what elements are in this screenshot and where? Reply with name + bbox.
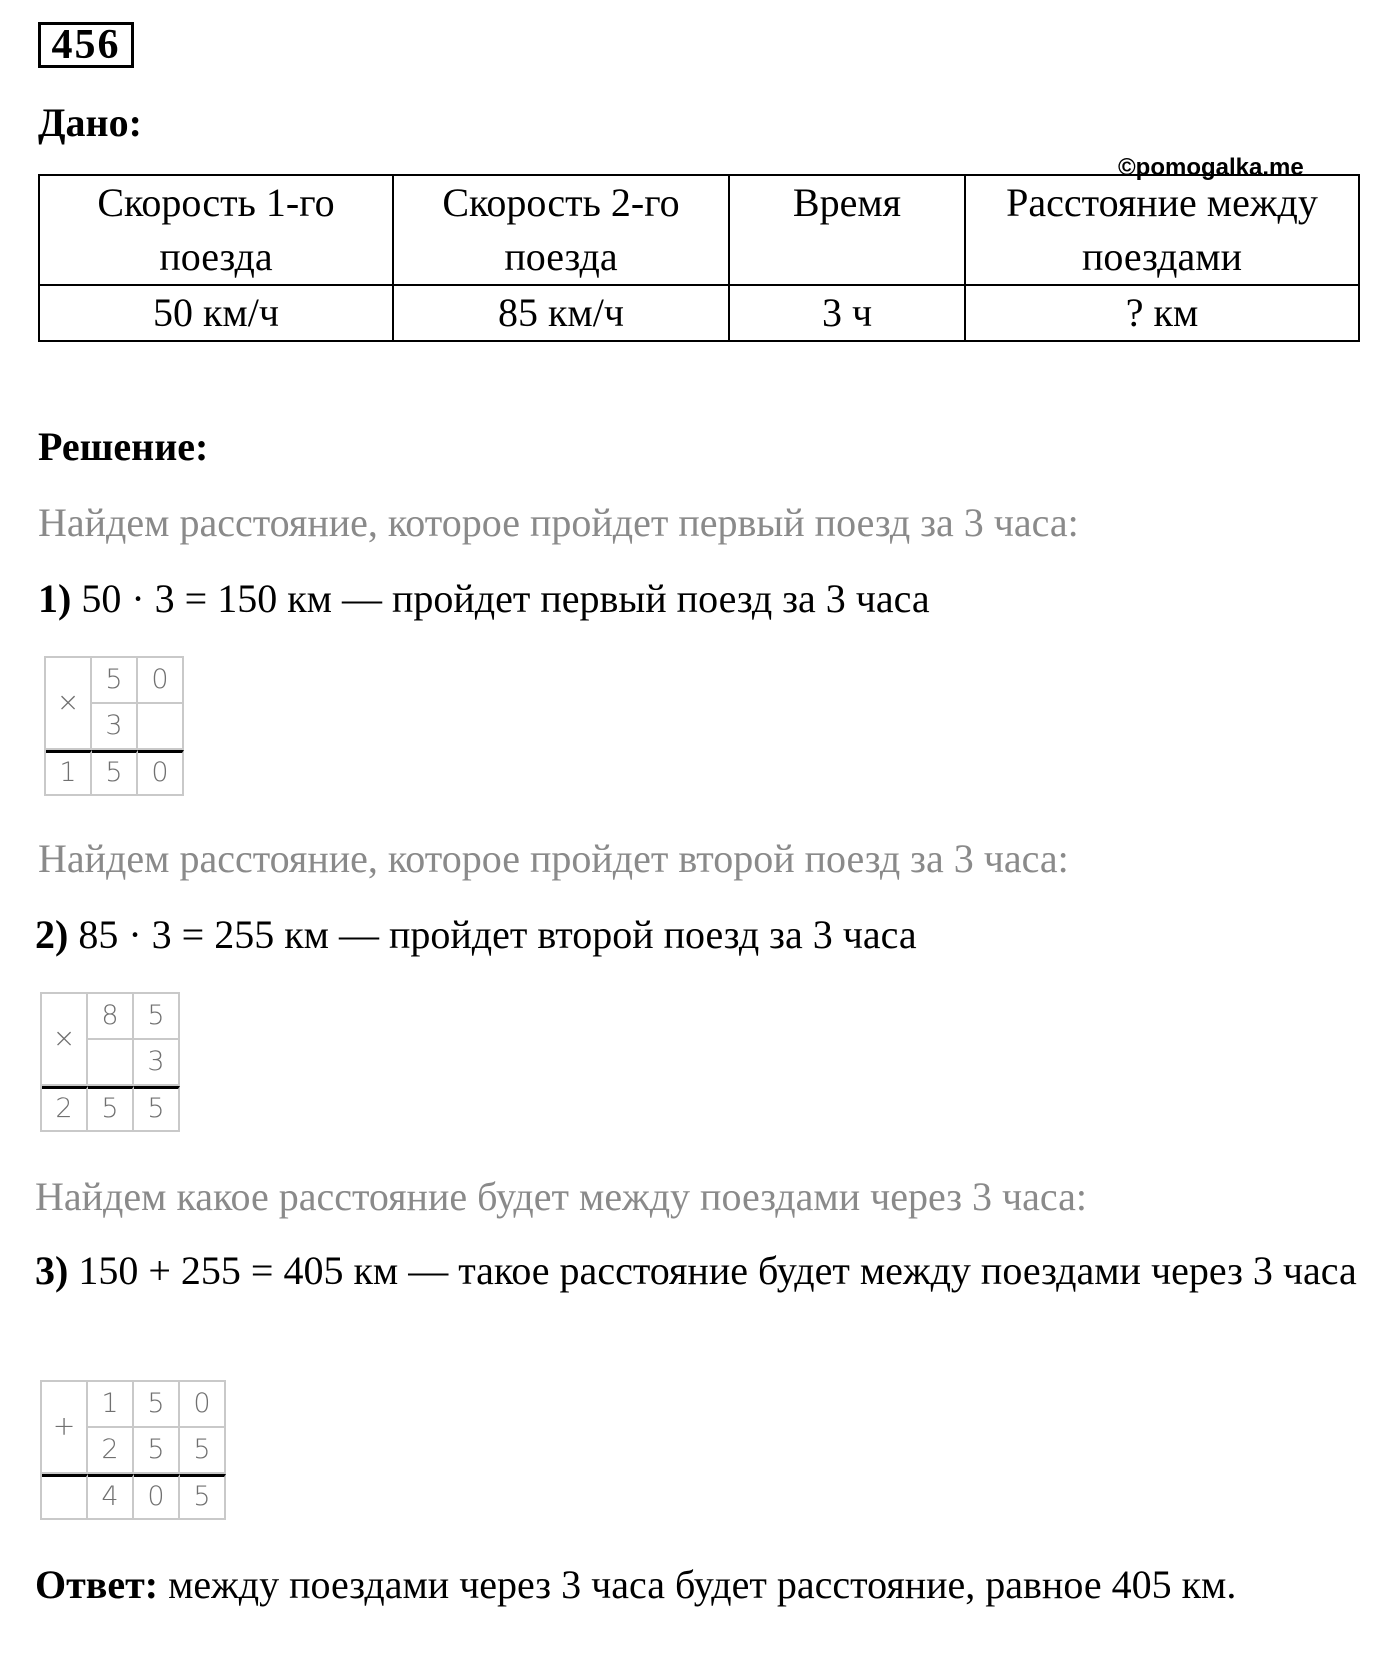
step-2-column-multiplication: [40, 992, 180, 1132]
given-table: [38, 174, 1360, 342]
operator-sign: ×: [46, 658, 92, 750]
result-digit: 0: [134, 1474, 180, 1520]
digit: 2: [88, 1428, 134, 1474]
step-3-formula: 150 + 255 = 405 км — такое расстояние будет между поездами через 3 часа: [78, 1248, 1357, 1293]
answer-label: Ответ:: [35, 1562, 159, 1607]
operator-sign: ×: [42, 994, 88, 1086]
step-2-number: 2): [35, 912, 69, 957]
task-number: 456: [38, 22, 134, 68]
answer-text: между поездами через 3 часа будет расстояние, равное 405 км.: [168, 1562, 1237, 1607]
value-distance: ? км: [965, 285, 1359, 341]
step-2-explanation: Найдем расстояние, которое пройдет второй поезд за 3 часа:: [38, 836, 1069, 881]
digit: 1: [88, 1382, 134, 1428]
digit: 5: [180, 1428, 226, 1474]
result-digit: 4: [88, 1474, 134, 1520]
header-time: Время: [729, 175, 965, 285]
result-digit: 5: [180, 1474, 226, 1520]
step-1-number: 1): [38, 576, 72, 621]
step-2-line: [35, 908, 917, 962]
digit: 0: [180, 1382, 226, 1428]
digit: 5: [92, 658, 138, 704]
result-digit: 5: [92, 750, 138, 796]
step-1-line: [38, 572, 930, 626]
result-digit: 5: [134, 1086, 180, 1132]
solution-heading: Решение:: [38, 424, 209, 469]
result-digit: 2: [42, 1086, 88, 1132]
value-speed-1: 50 км/ч: [39, 285, 393, 341]
answer-line: [35, 1558, 1236, 1612]
result-digit: [42, 1474, 88, 1520]
step-3-explanation: Найдем какое расстояние будет между поездами через 3 часа:: [35, 1174, 1087, 1219]
value-time: 3 ч: [729, 285, 965, 341]
digit: 0: [138, 658, 184, 704]
step-3-column-addition: [40, 1380, 226, 1520]
watermark: ©pomogalka.me: [1118, 154, 1304, 181]
table-header-row: [39, 175, 1359, 285]
digit: 8: [88, 994, 134, 1040]
digit: 5: [134, 994, 180, 1040]
header-distance: Расстояние между поездами: [965, 175, 1359, 285]
digit: 5: [134, 1428, 180, 1474]
digit: 5: [134, 1382, 180, 1428]
step-2-formula: 85 · 3 = 255 км — пройдет второй поезд за 3 часа: [78, 912, 917, 957]
digit: 3: [92, 704, 138, 750]
value-speed-2: 85 км/ч: [393, 285, 729, 341]
digit: [88, 1040, 134, 1086]
result-digit: 0: [138, 750, 184, 796]
step-1-formula: 50 · 3 = 150 км — пройдет первый поезд за 3 часа: [81, 576, 930, 621]
result-digit: 1: [46, 750, 92, 796]
step-1-column-multiplication: [44, 656, 184, 796]
step-3-line: [35, 1244, 1385, 1298]
result-digit: 5: [88, 1086, 134, 1132]
header-speed-1: Скорость 1-го поезда: [39, 175, 393, 285]
digit: [138, 704, 184, 750]
digit: 3: [134, 1040, 180, 1086]
given-heading: Дано:: [38, 100, 142, 145]
header-speed-2: Скорость 2-го поезда: [393, 175, 729, 285]
table-value-row: [39, 285, 1359, 341]
step-1-explanation: Найдем расстояние, которое пройдет первый поезд за 3 часа:: [38, 500, 1079, 545]
operator-sign: +: [42, 1382, 88, 1474]
step-3-number: 3): [35, 1248, 69, 1293]
